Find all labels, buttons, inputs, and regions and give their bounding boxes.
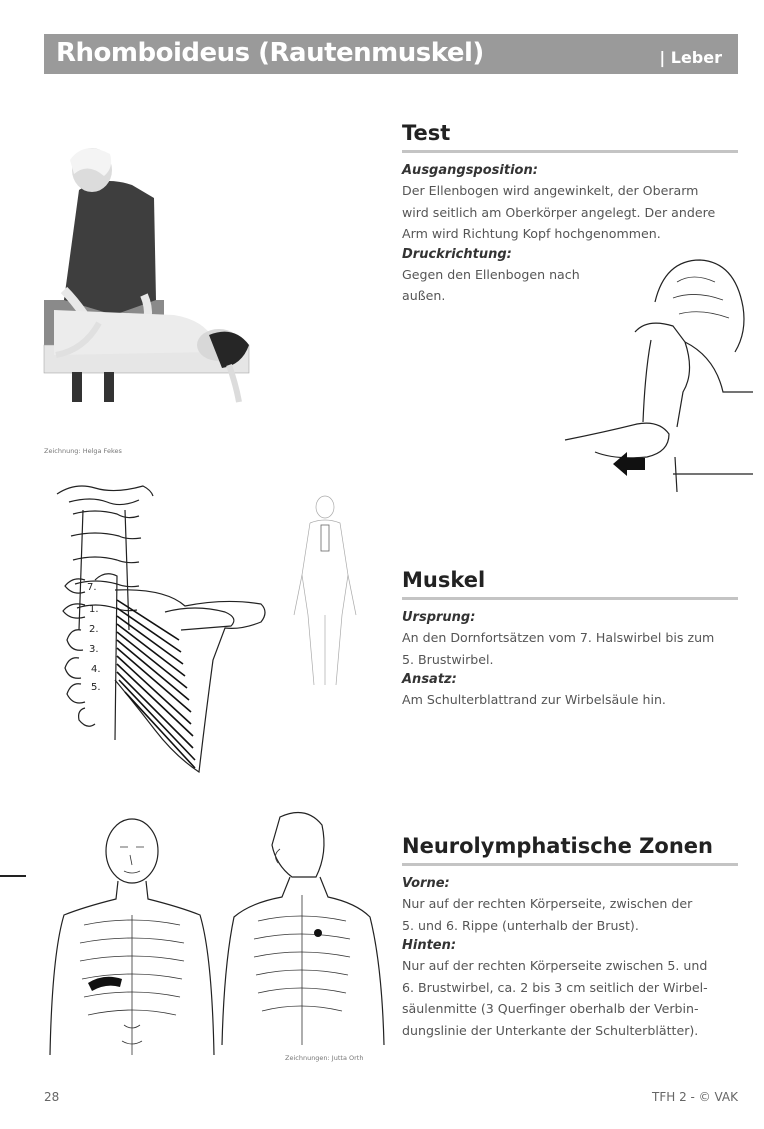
zonen-section — [402, 833, 738, 1041]
photo-caption: Zeichnung: Helga Fekes — [44, 447, 122, 455]
pressure-direction-line: außen. — [402, 288, 446, 303]
insertion-line: Am Schulterblattrand zur Wirbelsäule hin. — [402, 692, 666, 707]
vertebra-label: 2. — [89, 624, 99, 635]
back-line: dungslinie der Unterkante der Schulterblätter). — [402, 1022, 699, 1038]
origin-label: Ursprung: — [402, 610, 476, 625]
drawings-caption: Zeichnungen: Jutta Orth — [285, 1054, 364, 1062]
front-label: Vorne: — [402, 876, 450, 891]
page-number: 28 — [44, 1090, 60, 1104]
meridian-tag: | Leber — [659, 48, 722, 67]
test-rule — [402, 150, 738, 153]
vertebra-label: 3. — [89, 644, 99, 655]
start-position-line: Der Ellenbogen wird angewinkelt, der Oberarm — [402, 183, 699, 198]
zonen-rule — [402, 863, 738, 866]
vertebra-label: 5. — [91, 682, 101, 693]
zonen-heading: Neurolymphatische Zonen — [402, 834, 713, 858]
start-position-label: Ausgangsposition: — [402, 163, 538, 178]
muskel-rule — [402, 597, 738, 600]
pressure-direction-line: Gegen den Ellenbogen nach — [402, 266, 580, 282]
back-line: Nur auf der rechten Körperseite zwischen 5. und — [402, 958, 708, 973]
back-line: säulenmitte (3 Querfinger oberhalb der Verbin- — [402, 1001, 699, 1016]
pressure-arrow-icon — [613, 452, 645, 476]
test-photo — [44, 140, 264, 430]
vertebra-label: 1. — [89, 604, 99, 615]
start-position-line: Arm wird Richtung Kopf hochgenommen. — [402, 226, 661, 241]
back-torso-drawing — [220, 805, 385, 1050]
vertebra-label: 4. — [91, 664, 101, 675]
origin-line: 5. Brustwirbel. — [402, 651, 494, 667]
back-line: 6. Brustwirbel, ca. 2 bis 3 cm seitlich der Wirbel- — [402, 979, 708, 995]
spine-drawing — [55, 480, 280, 780]
vertebra-label: 7. — [87, 582, 97, 593]
front-line: 5. und 6. Rippe (unterhalb der Brust). — [402, 917, 639, 933]
back-label: Hinten: — [402, 938, 457, 953]
test-drawing — [565, 252, 755, 497]
muskel-heading: Muskel — [402, 568, 486, 592]
header-bar — [44, 34, 738, 74]
page-title: Rhomboideus (Rautenmuskel) — [56, 38, 484, 68]
insertion-label: Ansatz: — [402, 672, 457, 687]
test-heading: Test — [402, 121, 451, 145]
front-line: Nur auf der rechten Körperseite, zwischen der — [402, 896, 693, 911]
margin-mark — [0, 875, 26, 877]
front-torso-drawing — [44, 815, 219, 1065]
muskel-section — [402, 567, 738, 711]
body-outline-figure — [290, 495, 360, 695]
back-reflex-point — [314, 929, 322, 937]
start-position-line: wird seitlich am Oberkörper angelegt. Der andere — [402, 204, 716, 220]
origin-line: An den Dornfortsätzen vom 7. Halswirbel bis zum — [402, 630, 715, 645]
pressure-direction-label: Druckrichtung: — [402, 246, 512, 262]
copyright: TFH 2 - © VAK — [652, 1090, 738, 1104]
